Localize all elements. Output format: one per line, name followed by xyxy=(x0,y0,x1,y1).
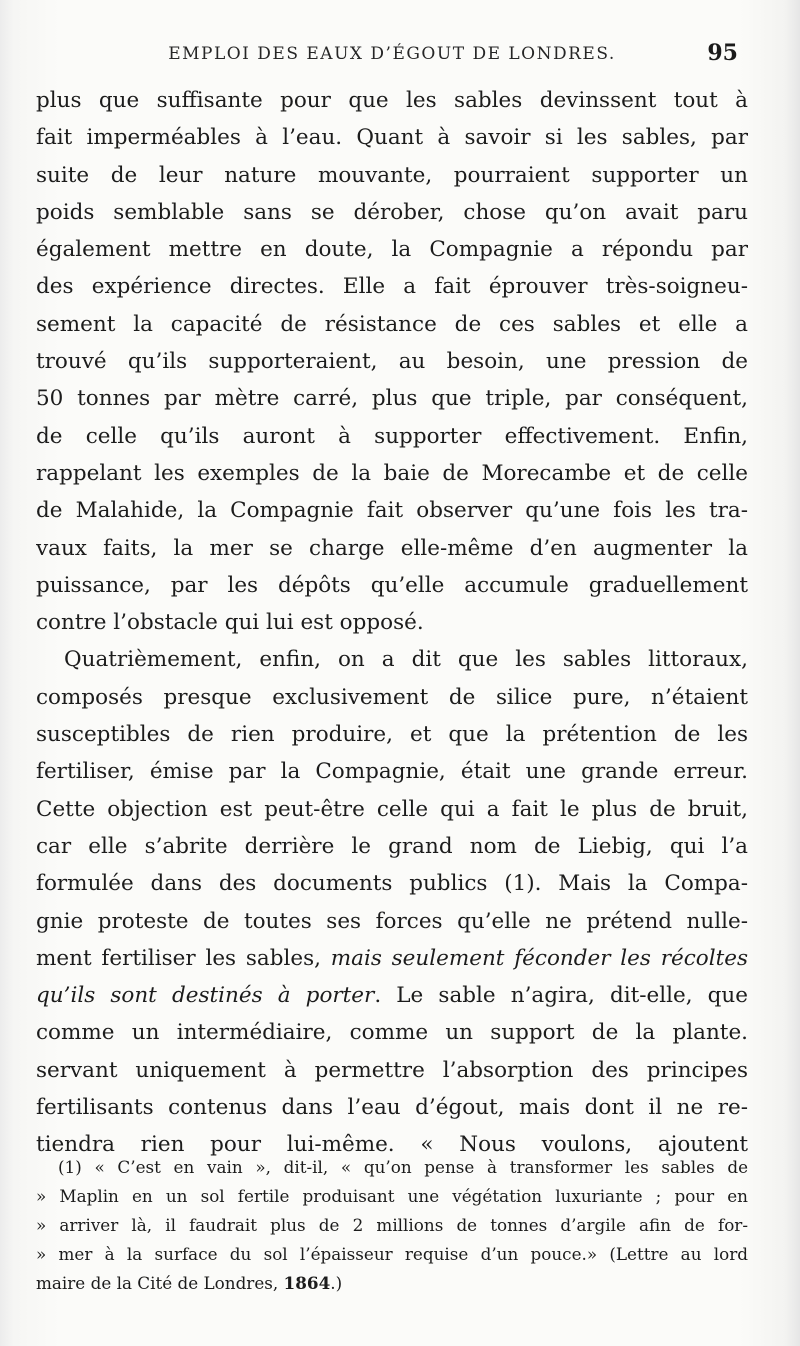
footnote-line: » Maplin en un sol fertile produisant une végétation luxuriante ; pour en xyxy=(36,1186,748,1206)
text-line: servant uniquement à permettre l’absorption des principes xyxy=(36,1057,748,1083)
text-line: puissance, par les dépôts qu’elle accumule graduellement xyxy=(36,572,748,598)
text-line: de celle qu’ils auront à supporter effectivement. Enfin, xyxy=(36,423,748,449)
footnote-year: 1864 xyxy=(283,1273,331,1293)
footnote xyxy=(36,1153,748,1298)
text-line-with-italic xyxy=(36,940,748,977)
italic-text-segment: qu’ils sont destinés à porter xyxy=(36,983,375,1009)
footnote-last-line xyxy=(36,1269,748,1298)
footnote-line: » mer à la surface du sol l’épaisseur requise d’un pouce.» (Lettre au lord xyxy=(36,1244,748,1264)
text-line: susceptibles de rien produire, et que la prétention de les xyxy=(36,722,748,748)
text-line: gnie proteste de toutes ses forces qu’elle ne prétend nulle- xyxy=(36,908,748,934)
text-line: comme un intermédiaire, comme un support de la plante. xyxy=(36,1020,748,1046)
text-line: trouvé qu’ils supporteraient, au besoin, une pression de xyxy=(36,349,748,375)
paragraph-start-line: Quatrièmement, enfin, on a dit que les sables littoraux, xyxy=(64,647,748,673)
text-line: fertiliser, émise par la Compagnie, était une grande erreur. xyxy=(36,759,748,785)
text-line: fertilisants contenus dans l’eau d’égout, mais dont il ne re- xyxy=(36,1095,748,1121)
page-header xyxy=(36,40,748,76)
text-line: poids semblable sans se dérober, chose qu’on avait paru xyxy=(36,199,748,225)
footnote-text-segment: maire de la Cité de Londres, xyxy=(36,1273,284,1293)
text-line: plus que suffisante pour que les sables devinssent tout à xyxy=(36,88,748,113)
text-line: composés presque exclusivement de silice pure, n’étaient xyxy=(36,684,748,710)
text-line: 50 tonnes par mètre carré, plus que triple, par conséquent, xyxy=(36,386,748,412)
text-line: fait imperméables à l’eau. Quant à savoir si les sables, par xyxy=(36,125,748,151)
footnote-text-segment: .) xyxy=(330,1273,343,1293)
footnote-line: (1) « C’est en vain », dit-il, « qu’on pense à transformer les sables de xyxy=(58,1157,748,1177)
text-segment: ment fertiliser les sables, xyxy=(36,945,331,971)
text-segment: . Le sable n’agira, dit-elle, que xyxy=(374,983,748,1009)
running-head: EMPLOI DES EAUX D’ÉGOUT DE LONDRES. xyxy=(168,44,616,64)
text-line: des expérience directes. Elle a fait éprouver très-soigneu- xyxy=(36,274,748,300)
text-line: de Malahide, la Compagnie fait observer qu’une fois les tra- xyxy=(36,498,748,524)
paragraph-end-line: contre l’obstacle qui lui est opposé. xyxy=(36,610,424,636)
body-text xyxy=(36,82,748,1164)
text-line: sement la capacité de résistance de ces sables et elle a xyxy=(36,311,748,337)
text-line: suite de leur nature mouvante, pourraient supporter un xyxy=(36,162,748,188)
text-line: tiendra rien pour lui-même. « Nous voulons, ajoutent xyxy=(36,1132,748,1158)
text-line-with-italic xyxy=(36,977,748,1014)
italic-text-segment: mais seulement féconder les récoltes xyxy=(330,945,748,971)
page-number: 95 xyxy=(707,40,738,66)
text-line: Cette objection est peut-être celle qui a fait le plus de bruit, xyxy=(36,796,748,822)
text-line: car elle s’abrite derrière le grand nom de Liebig, qui l’a xyxy=(36,833,748,859)
text-line: également mettre en doute, la Compagnie a répondu par xyxy=(36,237,748,263)
text-line: vaux faits, la mer se charge elle-même d’en augmenter la xyxy=(36,535,748,561)
text-line: formulée dans des documents publics (1). Mais la Compa- xyxy=(36,871,748,897)
text-line: rappelant les exemples de la baie de Morecambe et de celle xyxy=(36,460,748,486)
footnote-line: » arriver là, il faudrait plus de 2 millions de tonnes d’argile afin de for- xyxy=(36,1215,748,1235)
